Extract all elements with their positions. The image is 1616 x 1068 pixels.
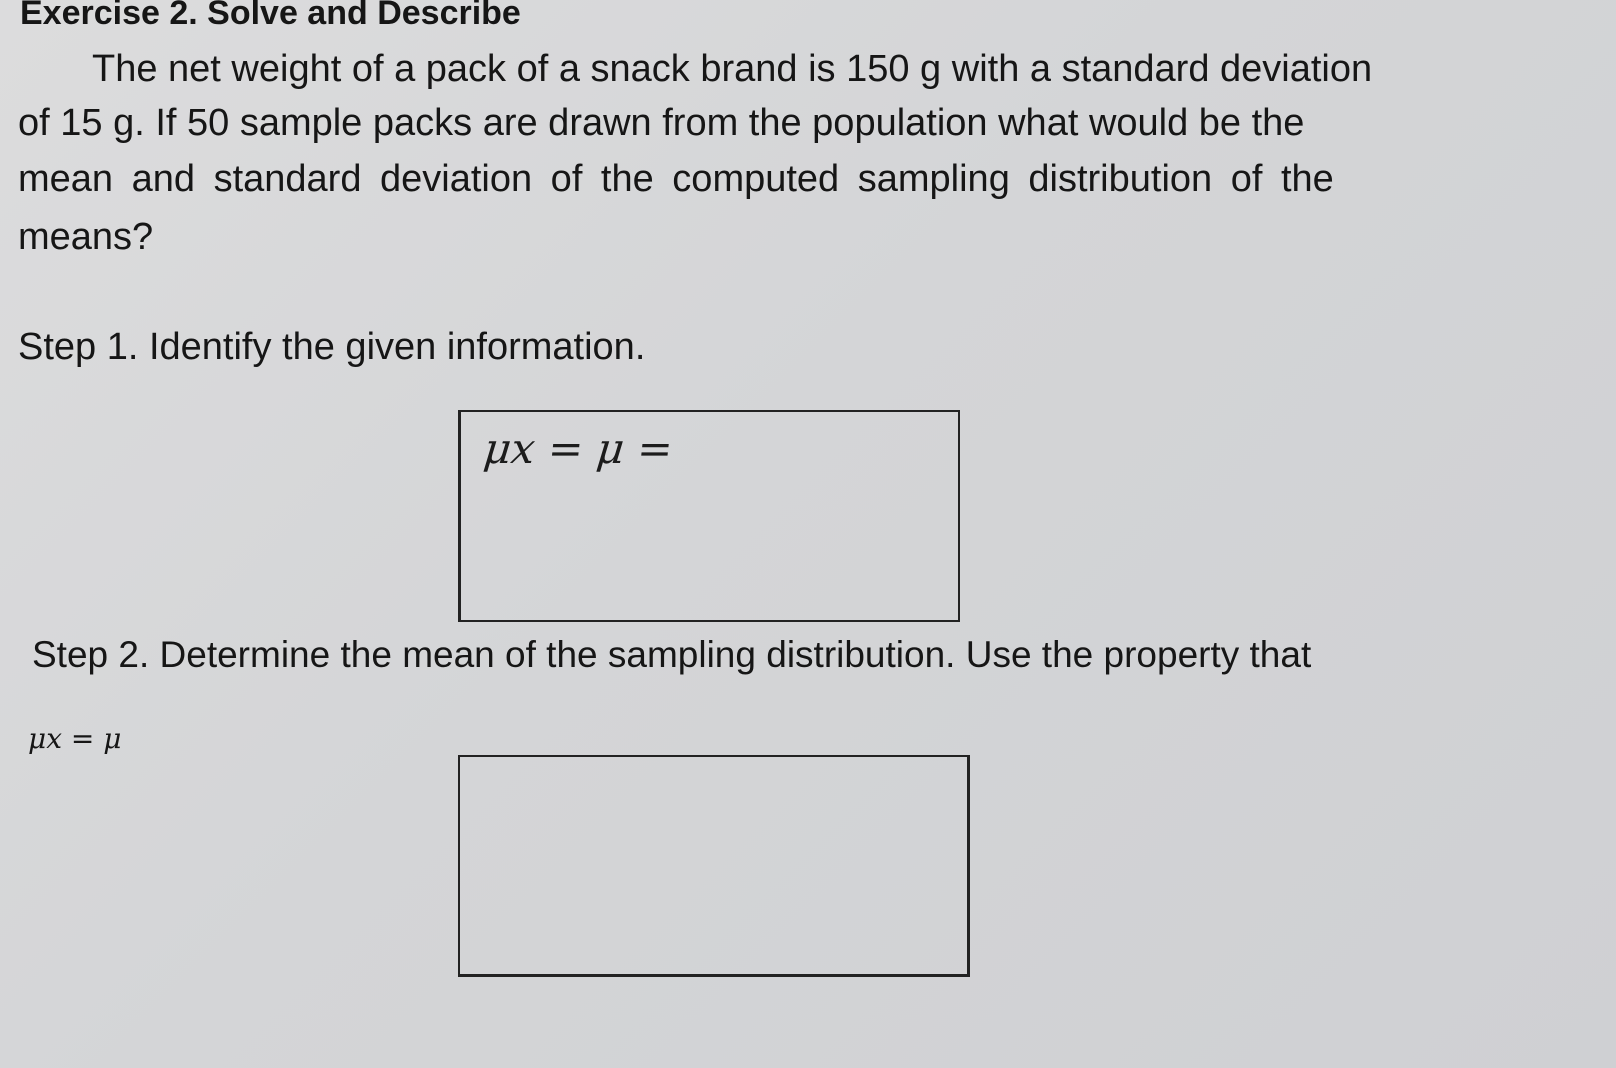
handwritten-answer: μx = μ =: [481, 424, 676, 473]
problem-line-4: means?: [18, 216, 154, 258]
problem-line-1: The net weight of a pack of a snack brand is 150 g with a standard deviation: [92, 48, 1373, 90]
mean-property-formula: μx = μ: [28, 722, 122, 755]
exercise-heading: Exercise 2. Solve and Describe: [20, 0, 521, 32]
step-2-answer-box: [458, 755, 970, 977]
show-through-text: [460, 280, 470, 315]
problem-line-2: of 15 g. If 50 sample packs are drawn from the population what would be the: [18, 102, 1305, 144]
step-2-label: Step 2. Determine the mean of the sampling distribution. Use the property that: [32, 634, 1312, 675]
step-1-label: Step 1. Identify the given information.: [18, 326, 646, 368]
problem-line-3: mean and standard deviation of the computed sampling distribution of the: [18, 158, 1334, 200]
